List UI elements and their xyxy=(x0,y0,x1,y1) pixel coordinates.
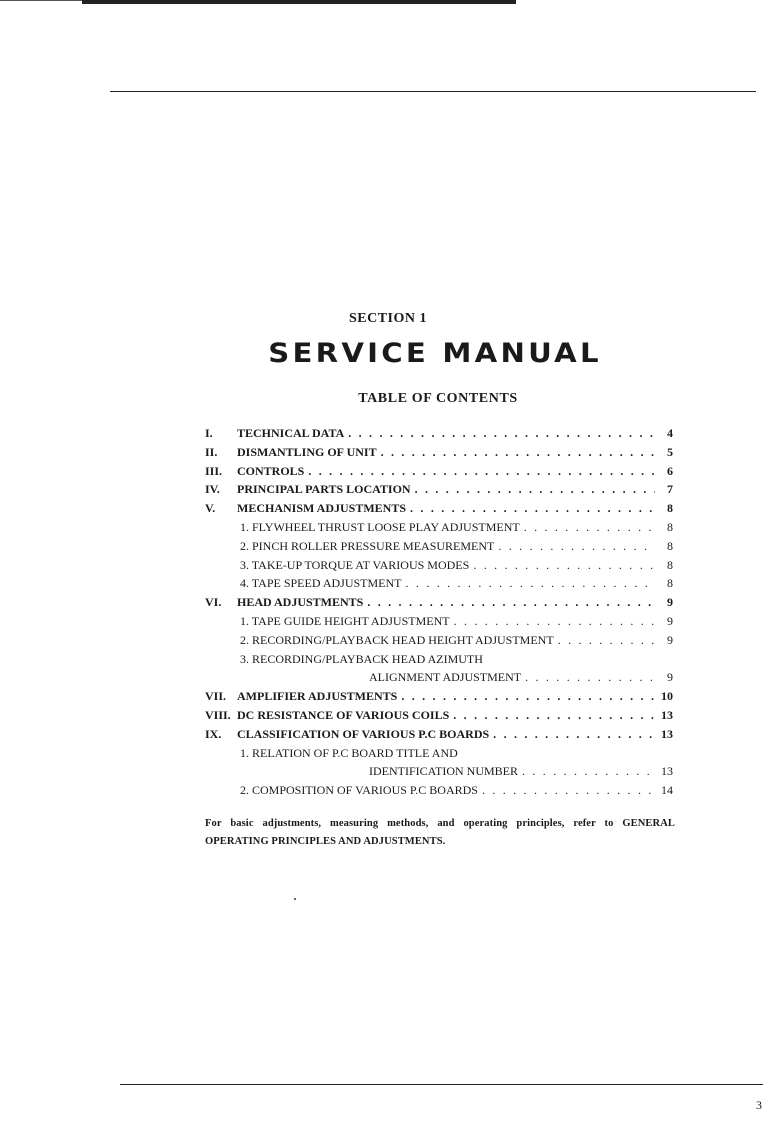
toc-page-number: 9 xyxy=(667,595,673,610)
toc-leader-dots xyxy=(454,612,655,631)
toc-page-number: 5 xyxy=(667,444,673,459)
toc-number: II. xyxy=(205,444,218,459)
table-of-contents xyxy=(205,424,673,800)
toc-page-number: 9 xyxy=(667,632,673,647)
toc-title: ALIGNMENT ADJUSTMENT xyxy=(369,670,522,685)
toc-row xyxy=(205,612,673,631)
toc-row xyxy=(205,631,673,650)
toc-row xyxy=(205,537,673,556)
top-edge-line xyxy=(0,0,82,1)
toc-leader-dots xyxy=(406,574,655,593)
toc-row xyxy=(205,687,673,706)
toc-leader-dots xyxy=(410,499,655,518)
toc-page-number: 9 xyxy=(667,613,673,628)
toc-title: IDENTIFICATION NUMBER xyxy=(369,764,518,779)
toc-leader-dots xyxy=(522,762,655,781)
toc-row xyxy=(205,668,673,687)
toc-row xyxy=(205,762,673,781)
toc-number: VI. xyxy=(205,595,222,610)
toc-number: IX. xyxy=(205,726,222,741)
toc-row xyxy=(205,518,673,537)
toc-title: HEAD ADJUSTMENTS xyxy=(237,595,364,610)
scan-speck xyxy=(294,898,296,900)
toc-row xyxy=(205,443,673,462)
toc-page-number: 8 xyxy=(667,501,673,516)
toc-leader-dots xyxy=(401,687,655,706)
page-number: 3 xyxy=(756,1098,762,1112)
toc-leader-dots xyxy=(525,668,655,687)
toc-title: MECHANISM ADJUSTMENTS xyxy=(237,501,407,516)
toc-number: III. xyxy=(205,463,223,478)
toc-page-number: 13 xyxy=(661,726,673,741)
toc-title: CONTROLS xyxy=(237,463,305,478)
toc-title: 2. COMPOSITION OF VARIOUS P.C BOARDS xyxy=(240,783,478,798)
toc-leader-dots xyxy=(415,480,655,499)
toc-page-number: 8 xyxy=(667,557,673,572)
section-label: SECTION 1 xyxy=(348,311,428,326)
toc-row xyxy=(205,574,673,593)
toc-row xyxy=(205,744,673,763)
toc-number: V. xyxy=(205,501,216,516)
toc-number: I. xyxy=(205,426,213,440)
toc-number: VII. xyxy=(205,689,227,704)
toc-leader-dots xyxy=(524,518,655,537)
toc-title: 3. TAKE-UP TORQUE AT VARIOUS MODES xyxy=(240,557,470,572)
toc-row xyxy=(205,781,673,800)
toc-leader-dots xyxy=(473,556,655,575)
toc-number: VIII. xyxy=(205,707,231,722)
toc-page-number: 14 xyxy=(661,783,673,798)
toc-row xyxy=(205,499,673,518)
toc-leader-dots xyxy=(482,781,655,800)
toc-title: 1. RELATION OF P.C BOARD TITLE AND xyxy=(240,745,458,760)
toc-title: DC RESISTANCE OF VARIOUS COILS xyxy=(237,707,450,722)
toc-heading: TABLE OF CONTENTS xyxy=(358,391,518,406)
footnote: For basic adjustments, measuring methods, and operating principles, refer to GENERAL OPERATING PRINCIPLES AND ADJUSTMENTS. xyxy=(205,818,675,847)
toc-leader-dots xyxy=(367,593,655,612)
toc-row xyxy=(205,725,673,744)
toc-row xyxy=(205,706,673,725)
toc-leader-dots xyxy=(381,443,655,462)
toc-leader-dots xyxy=(493,725,655,744)
top-edge-bar xyxy=(82,0,516,4)
toc-title: CLASSIFICATION OF VARIOUS P.C BOARDS xyxy=(237,726,490,741)
toc-row xyxy=(205,593,673,612)
toc-page-number: 9 xyxy=(667,670,673,685)
toc-page-number: 7 xyxy=(667,482,673,497)
toc-title: 2. RECORDING/PLAYBACK HEAD HEIGHT ADJUSTMENT xyxy=(240,632,554,647)
toc-page-number: 13 xyxy=(661,707,673,722)
toc-title: DISMANTLING OF UNIT xyxy=(237,444,377,459)
toc-row xyxy=(205,556,673,575)
toc-page-number: 13 xyxy=(661,764,673,779)
toc-row xyxy=(205,424,673,443)
toc-title: AMPLIFIER ADJUSTMENTS xyxy=(237,689,398,704)
toc-title: 1. FLYWHEEL THRUST LOOSE PLAY ADJUSTMENT xyxy=(240,519,520,534)
toc-page-number: 4 xyxy=(667,426,673,440)
toc-page-number: 8 xyxy=(667,538,673,553)
toc-row xyxy=(205,462,673,481)
manual-title: SERVICE MANUAL xyxy=(268,338,602,369)
toc-row xyxy=(205,650,673,669)
toc-leader-dots xyxy=(348,424,655,443)
toc-leader-dots xyxy=(558,631,655,650)
toc-title: TECHNICAL DATA xyxy=(237,426,345,440)
toc-page-number: 8 xyxy=(667,519,673,534)
toc-leader-dots xyxy=(498,537,655,556)
toc-page-number: 8 xyxy=(667,576,673,591)
toc-page-number: 10 xyxy=(661,689,673,704)
toc-title: 3. RECORDING/PLAYBACK HEAD AZIMUTH xyxy=(240,651,483,666)
toc-page-number: 6 xyxy=(667,463,673,478)
toc-number: IV. xyxy=(205,482,220,497)
bottom-rule xyxy=(120,1084,763,1085)
toc-title: PRINCIPAL PARTS LOCATION xyxy=(237,482,411,497)
toc-row xyxy=(205,480,673,499)
toc-leader-dots xyxy=(453,706,655,725)
toc-leader-dots xyxy=(308,462,655,481)
toc-title: 4. TAPE SPEED ADJUSTMENT xyxy=(240,576,402,591)
toc-title: 1. TAPE GUIDE HEIGHT ADJUSTMENT xyxy=(240,613,450,628)
toc-title: 2. PINCH ROLLER PRESSURE MEASUREMENT xyxy=(240,538,495,553)
top-rule xyxy=(110,91,756,92)
